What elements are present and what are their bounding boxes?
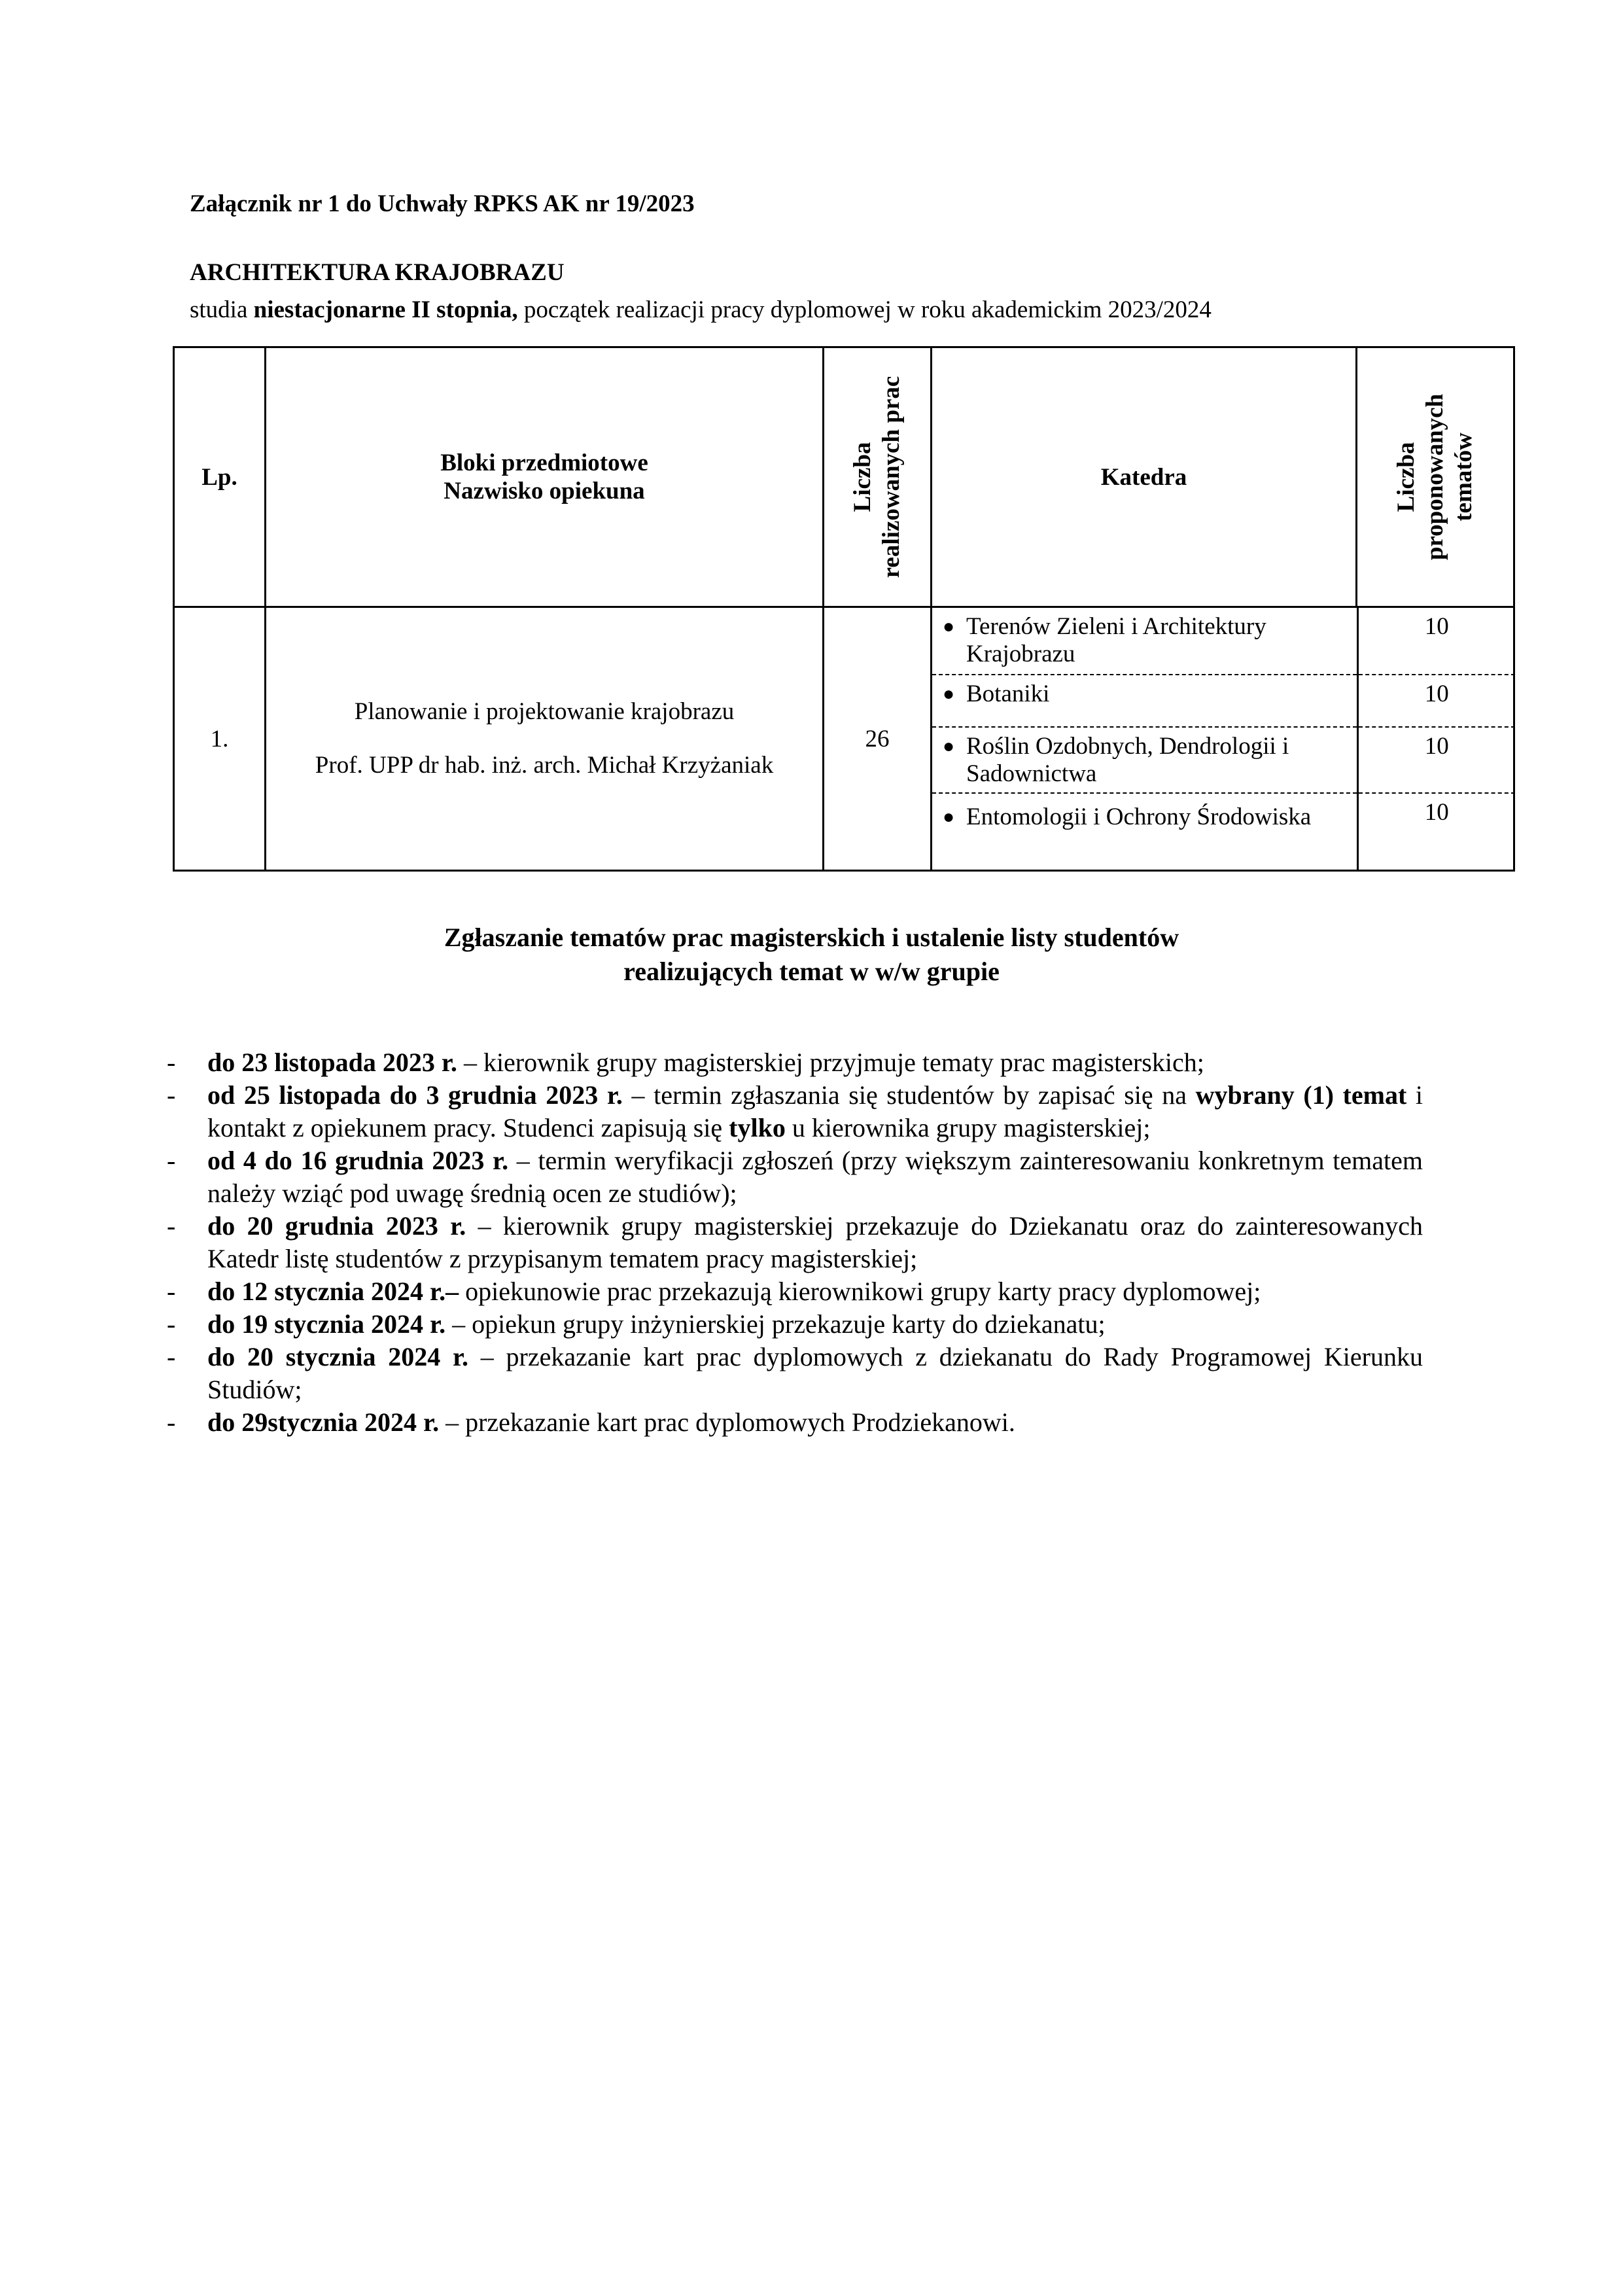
header-department: Katedra [932,347,1357,607]
schedule-list [167,1046,1423,1439]
table-row [174,607,1514,871]
header-realized-line1: Liczba [849,442,876,512]
subtitle-bold: niestacjonarne II stopnia, [253,296,518,323]
item-date: do 23 listopada 2023 r. [207,1048,457,1077]
header-lp: Lp. [174,347,266,607]
section-title-line1: Zgłaszanie tematów prac magisterskich i ustalenie listy studentów [444,923,1179,952]
header-blocks [266,347,824,607]
list-item [167,1308,1423,1341]
header-realized-line2: realizowanych prac [878,376,905,578]
list-item [167,1144,1423,1210]
program-name: ARCHITEKTURA KRAJOBRAZU [190,259,565,286]
attachment-title: Załącznik nr 1 do Uchwały RPKS AK nr 19/2023 [190,190,695,217]
list-dash: - [167,1211,176,1241]
list-item [167,1406,1423,1439]
header-proposed-line3: tematów [1450,433,1477,521]
table-header-row [174,347,1514,607]
header-proposed-line1: Liczba [1393,442,1420,512]
subtitle-prefix: studia [190,296,254,323]
department-name: Botaniki [966,680,1050,707]
department-name: Terenów Zieleni i Architektury Krajobrazu [966,613,1266,667]
item-date: do 12 stycznia 2024 r.– [207,1277,459,1306]
row-supervisor: Prof. UPP dr hab. inż. arch. Michał Krzyżaniak [315,752,774,779]
list-dash: - [167,1309,176,1339]
department-topics: 10 [1357,608,1515,675]
list-dash: - [167,1048,176,1077]
item-text: opiekunowie prac przekazują kierownikowi grupy karty pracy dyplomowej; [459,1277,1261,1306]
list-item [167,1079,1423,1144]
item-bold: tylko [729,1113,786,1142]
bullet-icon: ● [943,683,955,705]
study-subtitle [190,296,1212,324]
subtitle-rest: początek realizacji pracy dyplomowej w roku akademickim 2023/2024 [517,296,1212,323]
item-text: – przekazanie kart prac dyplomowych z dziekanatu do Rady Programowej Kierunku Studiów; [207,1342,1423,1404]
list-dash: - [167,1080,176,1110]
item-date: od 25 listopada do 3 grudnia 2023 r. [207,1080,623,1110]
row-lp: 1. [174,607,266,871]
item-date: do 20 stycznia 2024 r. [207,1342,469,1371]
item-date: do 29stycznia 2024 r. [207,1407,440,1437]
row-departments [932,607,1514,871]
list-item [167,1210,1423,1275]
header-proposed [1357,347,1514,607]
thesis-table [173,346,1515,872]
bullet-icon: ● [943,806,955,828]
row-block-name: Planowanie i projektowanie krajobrazu [354,698,735,725]
item-text: i kontakt z opiekunem pracy. Studenci zapisują się [207,1080,1423,1142]
item-bold: wybrany (1) temat [1195,1080,1407,1110]
item-date: od 4 do 16 grudnia 2023 r. [207,1146,509,1175]
item-text: – termin weryfikacji zgłoszeń (przy większym zainteresowaniu konkretnym tematem należy wziąć pod uwagę średnią ocen ze studiów); [207,1146,1423,1208]
item-text: – kierownik grupy magisterskiej przekazuje do Dziekanatu oraz do zainteresowanych Katedr listę studentów z przypisanym tematem pracy magisterskiej; [207,1211,1423,1273]
item-text: – przekazanie kart prac dyplomowych Prodziekanowi. [439,1407,1015,1437]
header-blocks-line2: Nazwisko opiekuna [444,478,645,504]
bullet-icon: ● [943,616,955,637]
item-date: do 20 grudnia 2023 r. [207,1211,466,1241]
row-block [266,607,824,871]
department-topics: 10 [1357,727,1515,793]
list-dash: - [167,1146,176,1175]
department-topics: 10 [1357,675,1515,727]
row-realized: 26 [824,607,932,871]
list-item [167,1341,1423,1406]
list-dash: - [167,1407,176,1437]
list-dash: - [167,1342,176,1371]
section-title-line2: realizujących temat w w/w grupie [623,957,1000,986]
list-item [167,1046,1423,1079]
department-row [932,727,1515,793]
item-text: – kierownik grupy magisterskiej przyjmuje tematy prac magisterskich; [457,1048,1204,1077]
item-date: do 19 stycznia 2024 r. [207,1309,446,1339]
department-topics: 10 [1357,793,1515,870]
item-text: – termin zgłaszania się studentów by zapisać się na [622,1080,1196,1110]
department-name: Roślin Ozdobnych, Dendrologii i Sadownictwa [966,733,1289,787]
department-row [932,793,1515,870]
header-proposed-line2: proponowanych [1422,393,1448,561]
section-title [0,921,1623,989]
item-text: u kierownika grupy magisterskiej; [785,1113,1151,1142]
list-dash: - [167,1277,176,1306]
department-row [932,675,1515,727]
list-item [167,1275,1423,1308]
department-row [932,608,1515,675]
header-realized [824,347,932,607]
bullet-icon: ● [943,735,955,757]
header-blocks-line1: Bloki przedmiotowe [440,450,648,476]
item-text: – opiekun grupy inżynierskiej przekazuje karty do dziekanatu; [445,1309,1106,1339]
department-name: Entomologii i Ochrony Środowiska [966,804,1312,830]
